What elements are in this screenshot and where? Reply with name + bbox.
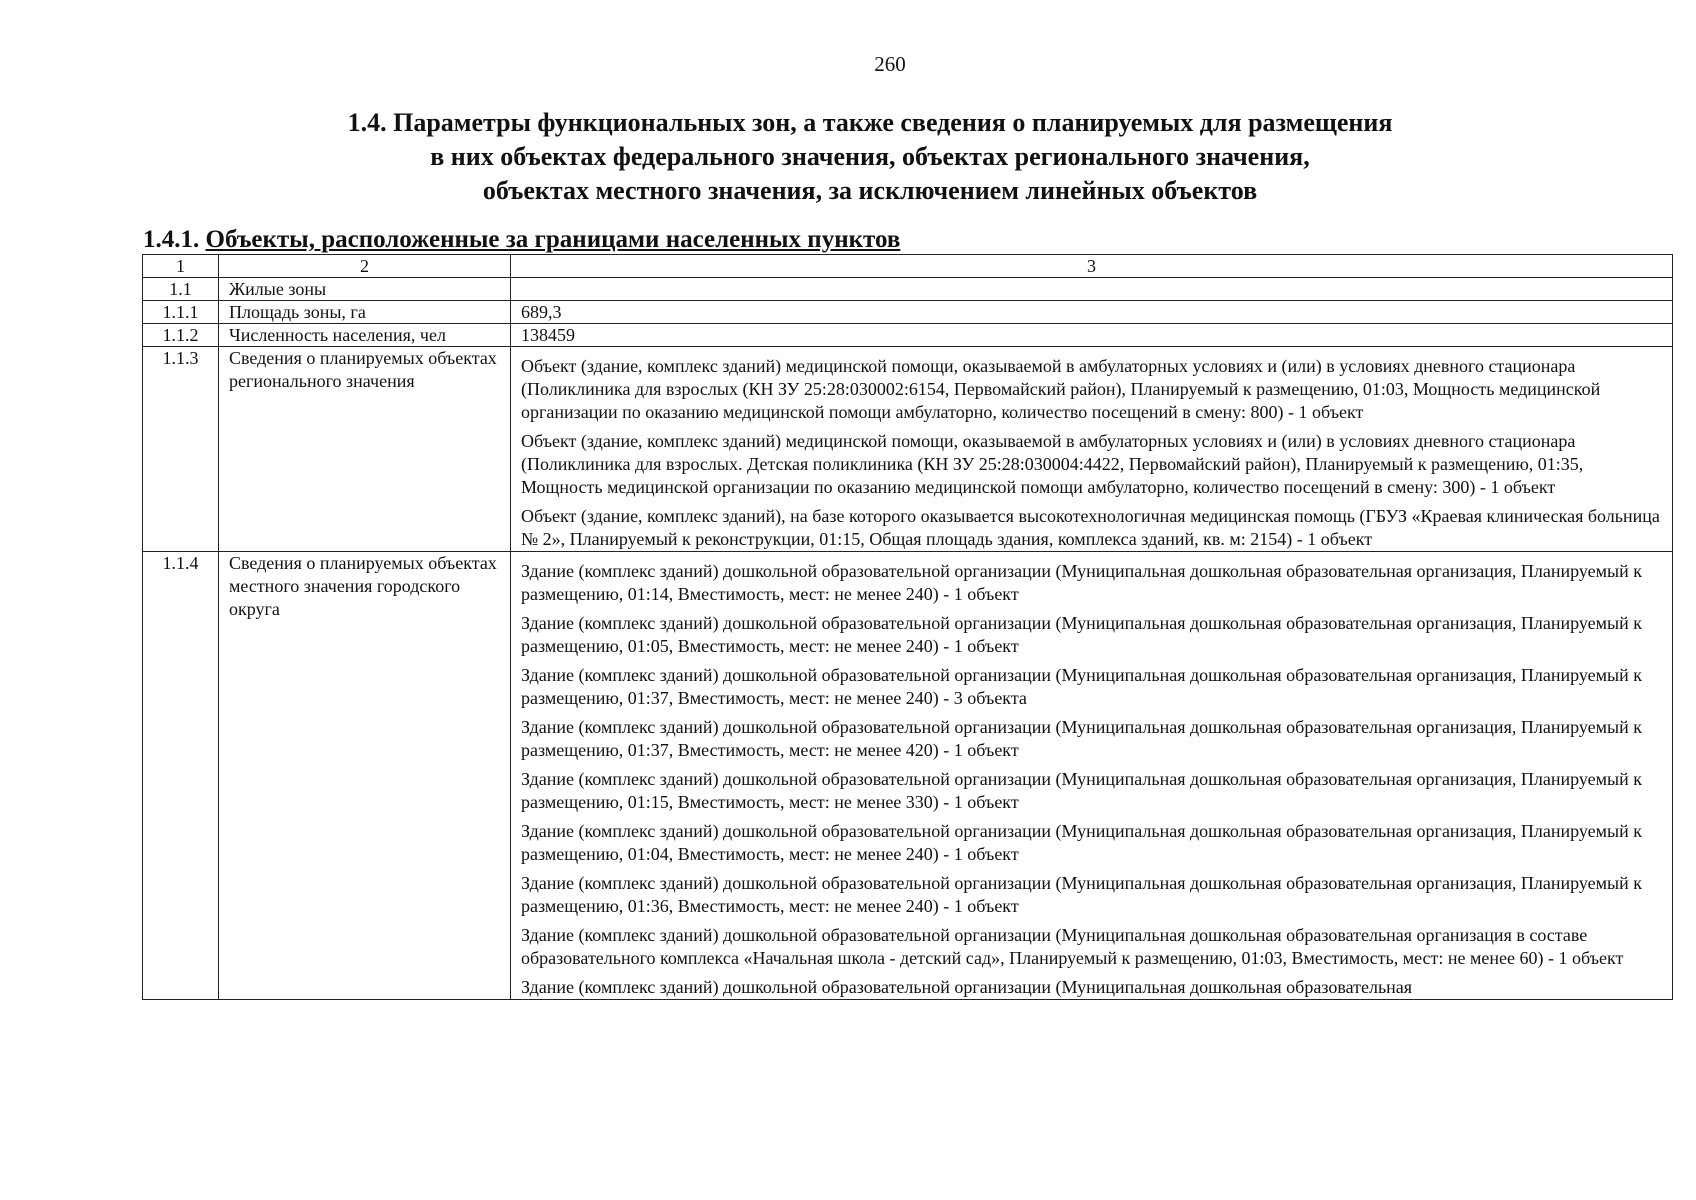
row-value — [511, 278, 1673, 301]
entry-text: Здание (комплекс зданий) дошкольной образовательной организации (Муниципальная дошкольная образовательная организация, Планируемый к размещению, 01:04, Вместимость, мест: не менее 240) - 1 объект — [521, 821, 1642, 864]
entry-text: Здание (комплекс зданий) дошкольной образовательной организации (Муниципальная дошкольная образовательная организация в составе образовательного комплекса «Начальная школа - детский сад», Планируемый к размещению, 01:03, Вместимость, мест: не менее 60) - 1 объект — [521, 925, 1624, 968]
row-entries — [511, 347, 1673, 552]
row-label: Жилые зоны — [219, 278, 511, 301]
page-title — [250, 106, 1490, 208]
row-label: Площадь зоны, га — [219, 301, 511, 324]
table-row — [143, 347, 1673, 552]
entry-text: Здание (комплекс зданий) дошкольной образовательной организации (Муниципальная дошкольная образовательная организация, Планируемый к размещению, 01:36, Вместимость, мест: не менее 240) - 1 объект — [521, 873, 1642, 916]
section-number: 1.4.1. — [143, 226, 200, 253]
header-cell-1: 1 — [143, 255, 219, 278]
table-row — [143, 301, 1673, 324]
entry-text: Здание (комплекс зданий) дошкольной образовательной организации (Муниципальная дошкольная образовательная организация, Планируемый к размещению, 01:37, Вместимость, мест: не менее 420) - 1 объект — [521, 717, 1642, 760]
row-index: 1.1 — [143, 278, 219, 301]
table-row — [143, 278, 1673, 301]
title-line-1: 1.4. Параметры функциональных зон, а также сведения о планируемых для размещения — [347, 108, 1393, 137]
title-line-2: в них объектах федерального значения, объектах регионального значения, — [430, 142, 1310, 171]
entry-text: Здание (комплекс зданий) дошкольной образовательной организации (Муниципальная дошкольная образовательная организация, Планируемый к размещению, 01:14, Вместимость, мест: не менее 240) - 1 объект — [521, 561, 1642, 604]
row-index: 1.1.1 — [143, 301, 219, 324]
section-text: Объекты, расположенные за границами населенных пунктов — [205, 226, 901, 253]
table-row — [143, 324, 1673, 347]
table-row — [143, 552, 1673, 1000]
entry-text: Объект (здание, комплекс зданий), на базе которого оказывается высокотехнологичная медицинская помощь (ГБУЗ «Краевая клиническая больница № 2», Планируемый к реконструкции, 01:15, Общая площадь здания, комплекса зданий, кв. м: 2154) - 1 объект — [521, 506, 1660, 549]
row-entries — [511, 552, 1673, 1000]
entry-text: Объект (здание, комплекс зданий) медицинской помощи, оказываемой в амбулаторных условиях и (или) в условиях дневного стационара (Поликлиника для взрослых (КН ЗУ 25:28:030002:6154, Первомайский район), Планируемый к размещению, 01:03, Мощность медицинской организации по оказанию медицинской помощи амбулаторно, количество посещений в смену: 800) - 1 объект — [521, 356, 1601, 422]
table-header-row — [143, 255, 1673, 278]
entry-text: Здание (комплекс зданий) дошкольной образовательной организации (Муниципальная дошкольная образовательная организация, Планируемый к размещению, 01:05, Вместимость, мест: не менее 240) - 1 объект — [521, 613, 1642, 656]
entry-text: Здание (комплекс зданий) дошкольной образовательной организации (Муниципальная дошкольная образовательная — [521, 977, 1413, 997]
row-label: Сведения о планируемых объектах регионального значения — [219, 347, 511, 552]
section-title — [143, 226, 900, 254]
row-label: Сведения о планируемых объектах местного значения городского округа — [219, 552, 511, 1000]
entry-text: Здание (комплекс зданий) дошкольной образовательной организации (Муниципальная дошкольная образовательная организация, Планируемый к размещению, 01:15, Вместимость, мест: не менее 330) - 1 объект — [521, 769, 1642, 812]
entry-text: Здание (комплекс зданий) дошкольной образовательной организации (Муниципальная дошкольная образовательная организация, Планируемый к размещению, 01:37, Вместимость, мест: не менее 240) - 3 объекта — [521, 665, 1642, 708]
page-number: 260 — [874, 52, 906, 76]
row-index: 1.1.4 — [143, 552, 219, 1000]
header-cell-2: 2 — [219, 255, 511, 278]
row-value: 689,3 — [511, 301, 1673, 324]
header-cell-3: 3 — [511, 255, 1673, 278]
row-value: 138459 — [511, 324, 1673, 347]
title-line-3: объектах местного значения, за исключением линейных объектов — [482, 176, 1258, 205]
row-index: 1.1.2 — [143, 324, 219, 347]
entry-text: Объект (здание, комплекс зданий) медицинской помощи, оказываемой в амбулаторных условиях и (или) в условиях дневного стационара (Поликлиника для взрослых. Детская поликлиника (КН ЗУ 25:28:030004:4422, Первомайский район), Планируемый к размещению, 01:35, Мощность медицинской организации по оказанию медицинской помощи амбулаторно, количество посещений в смену: 300) - 1 объект — [521, 431, 1584, 497]
row-label: Численность населения, чел — [219, 324, 511, 347]
row-index: 1.1.3 — [143, 347, 219, 552]
zones-table — [142, 254, 1673, 1000]
